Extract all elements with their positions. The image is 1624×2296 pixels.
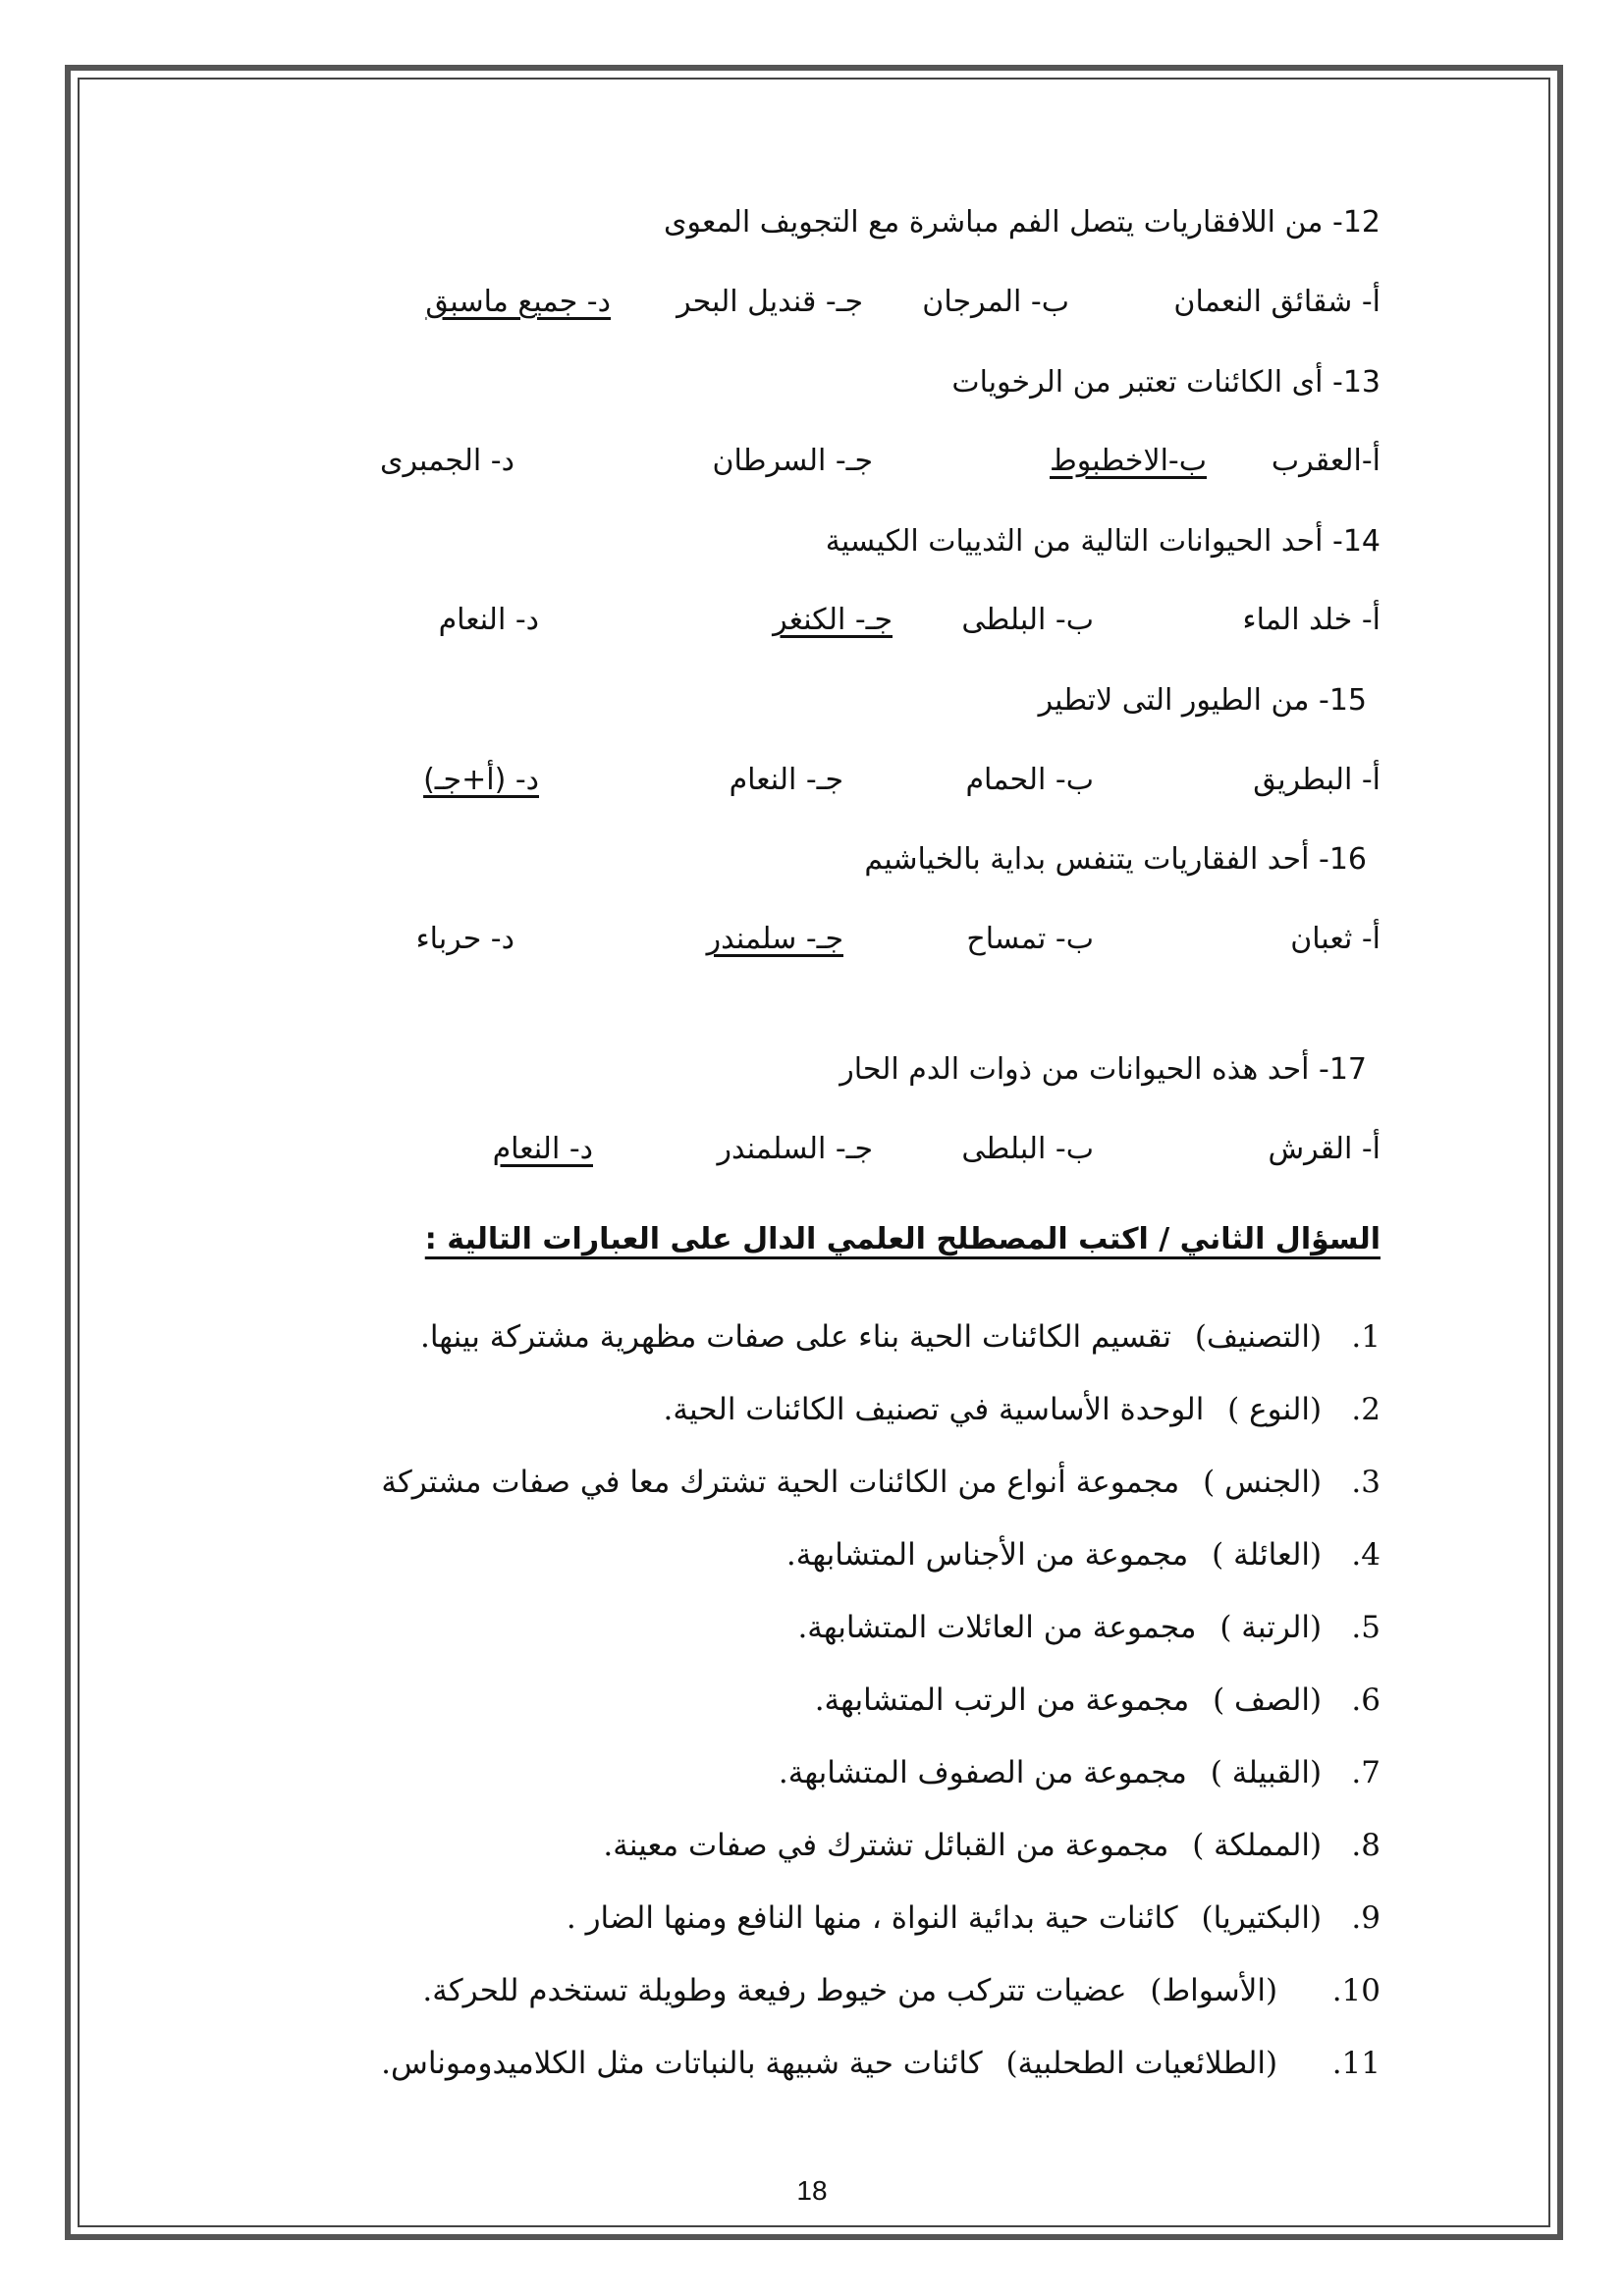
definition-item	[420, 1316, 1380, 1358]
definition-item	[603, 1825, 1380, 1866]
item-number: 1.	[1351, 1319, 1380, 1355]
item-text: مجموعة من العائلات المتشابهة.	[797, 1610, 1197, 1645]
q14-option-d: د- النعام	[438, 603, 539, 637]
item-term: (التصنيف)	[1194, 1319, 1323, 1355]
definition-item	[779, 1752, 1380, 1793]
q15-option-d-answer: د- (أ+جـ)	[423, 763, 539, 797]
question-16-stem: 16- أحد الفقاريات يتنفس بداية بالخياشيم	[864, 842, 1367, 877]
q12-option-b: ب- المرجان	[922, 285, 1069, 319]
item-term: (العائلة )	[1212, 1537, 1323, 1573]
item-number: 2.	[1351, 1392, 1380, 1427]
definition-item	[422, 1970, 1380, 2011]
item-number: 8.	[1351, 1828, 1380, 1863]
item-text: مجموعة أنواع من الكائنات الحية تشترك معا في صفات مشتركة	[381, 1465, 1180, 1500]
item-text: مجموعة من الرتب المتشابهة.	[814, 1682, 1190, 1718]
q13-option-c: جـ- السرطان	[712, 444, 873, 478]
definition-item	[786, 1534, 1380, 1575]
definition-item	[664, 1389, 1380, 1430]
item-term: (النوع )	[1227, 1392, 1323, 1427]
q12-option-c: جـ- قنديل البحر	[677, 285, 863, 319]
item-text: كائنات حية بدائية النواة ، منها النافع ومنها الضار .	[566, 1900, 1178, 1936]
item-term: (القبيلة )	[1210, 1755, 1323, 1790]
definition-item	[381, 2043, 1380, 2084]
item-text: تقسيم الكائنات الحية بناء على صفات مظهرية مشتركة بينها.	[419, 1319, 1171, 1355]
item-text: مجموعة من الصفوف المتشابهة.	[778, 1755, 1187, 1790]
question-13-stem: 13- أى الكائنات تعتبر من الرخويات	[951, 365, 1380, 400]
item-text: مجموعة من القبائل تشترك في صفات معينة.	[603, 1828, 1169, 1863]
item-number: 5.	[1351, 1610, 1380, 1645]
q17-option-a: أ- القرش	[1268, 1132, 1380, 1166]
item-number: 7.	[1351, 1755, 1380, 1790]
item-number: 10.	[1331, 1973, 1380, 2008]
q13-option-a: أ-العقرب	[1271, 444, 1380, 478]
item-number: 11.	[1331, 2046, 1380, 2081]
q12-option-d-answer: د- جميع ماسبق	[425, 285, 611, 319]
q16-option-b: ب- تمساح	[966, 922, 1094, 956]
definition-item	[381, 1462, 1380, 1503]
q16-option-d: د- حرباء	[415, 922, 514, 956]
q14-option-c-answer: جـ- الكنغر	[773, 603, 893, 637]
q17-option-c: جـ- السلمندر	[717, 1132, 873, 1166]
item-term: (الأسواط)	[1150, 1973, 1278, 2008]
q17-option-d-answer: د- النعام	[492, 1132, 593, 1166]
question-12-stem: 12- من اللافقاريات يتصل الفم مباشرة مع التجويف المعوى	[664, 205, 1380, 240]
question-15-stem: 15- من الطيور التى لاتطير	[1038, 683, 1367, 718]
definition-item	[567, 1897, 1380, 1939]
q15-option-c: جـ- النعام	[729, 763, 843, 797]
q16-option-a: أ- ثعبان	[1290, 922, 1380, 956]
item-term: (الجنس )	[1203, 1465, 1323, 1500]
question-17-stem: 17- أحد هذه الحيوانات من ذوات الدم الحار	[839, 1052, 1367, 1087]
item-text: عضيات تتركب من خيوط رفيعة وطويلة تستخدم للحركة.	[422, 1973, 1127, 2008]
q17-option-b: ب- البلطى	[961, 1132, 1094, 1166]
item-term: (الرتبة )	[1219, 1610, 1323, 1645]
item-number: 3.	[1351, 1465, 1380, 1500]
item-number: 9.	[1351, 1900, 1380, 1936]
item-term: (الطلائعيات الطحلبية)	[1005, 2046, 1278, 2081]
q15-option-b: ب- الحمام	[965, 763, 1094, 797]
item-number: 6.	[1351, 1682, 1380, 1718]
item-term: (المملكة )	[1192, 1828, 1323, 1863]
item-text: مجموعة من الأجناس المتشابهة.	[785, 1537, 1189, 1573]
question-14-stem: 14- أحد الحيوانات التالية من الثدييات الكيسية	[825, 524, 1380, 559]
definition-item	[815, 1680, 1380, 1721]
item-term: (البكتيريا)	[1201, 1900, 1323, 1936]
q15-option-a: أ- البطريق	[1253, 763, 1380, 797]
page-number: 18	[796, 2175, 828, 2206]
definition-item	[797, 1607, 1380, 1648]
item-term: (الصف )	[1213, 1682, 1323, 1718]
item-text: كائنات حية شبيهة بالنباتات مثل الكلاميدوموناس.	[381, 2046, 983, 2081]
q14-option-a: أ- خلد الماء	[1242, 603, 1380, 637]
q13-option-d: د- الجمبرى	[380, 444, 514, 478]
item-text: الوحدة الأساسية في تصنيف الكائنات الحية.	[663, 1392, 1205, 1427]
q14-option-b: ب- البلطى	[961, 603, 1094, 637]
item-number: 4.	[1351, 1537, 1380, 1573]
q13-option-b-answer: ب-الاخطبوط	[1050, 444, 1207, 478]
section-two-title: السؤال الثاني / اكتب المصطلح العلمي الدال على العبارات التالية :	[424, 1222, 1380, 1256]
q12-option-a: أ- شقائق النعمان	[1173, 285, 1380, 319]
q16-option-c-answer: جـ- سلمندر	[706, 922, 843, 956]
